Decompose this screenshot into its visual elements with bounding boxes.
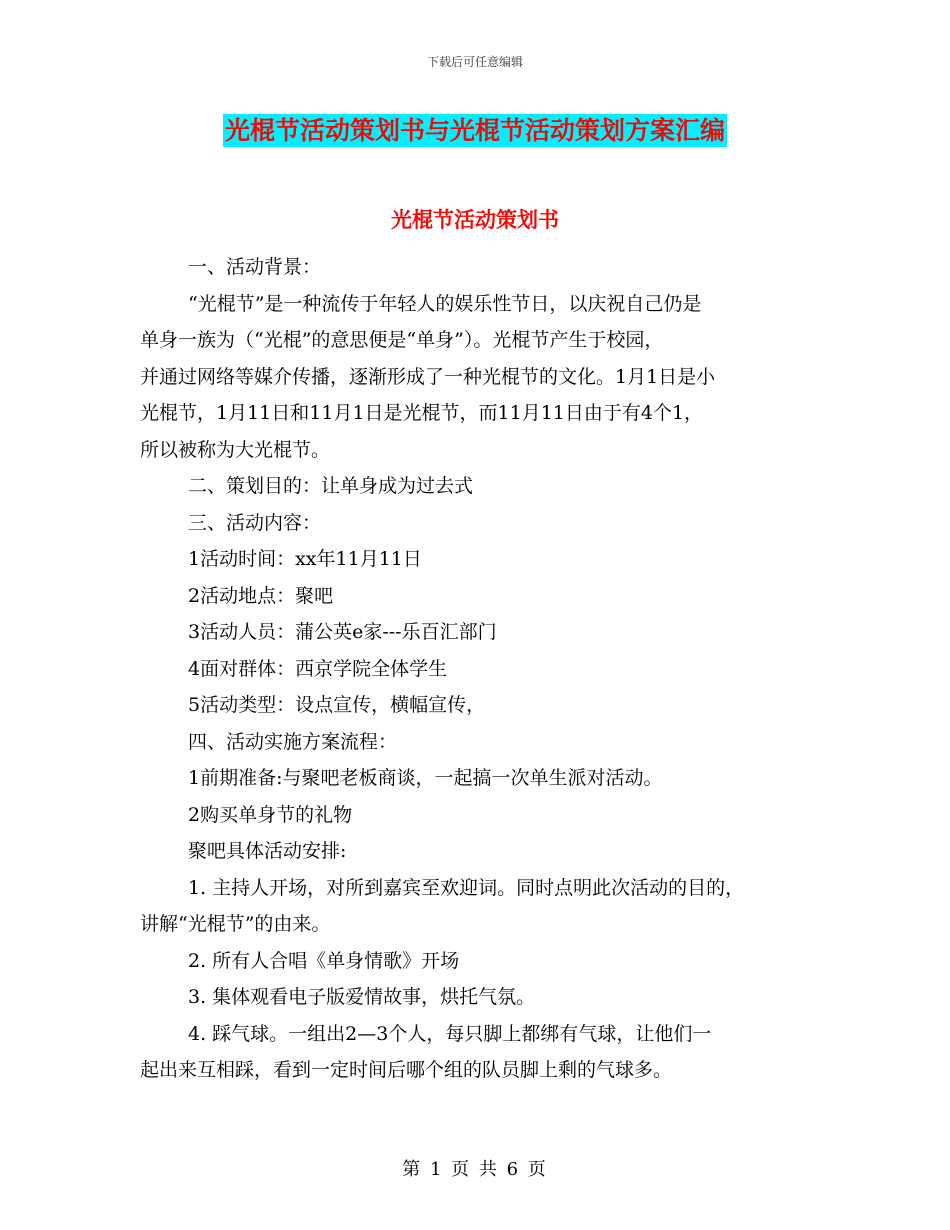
page-footer: 第 1 页 共 6 页 <box>402 1159 548 1180</box>
header-note: 下载后可任意编辑 <box>426 55 523 69</box>
body-line: 4. 踩气球。一组出2—3个人，每只脚上都绑有气球，让他们一 <box>188 1022 712 1045</box>
body-line: 四、活动实施方案流程： <box>188 730 398 753</box>
section-title: 光棍节活动策划书 <box>391 207 559 232</box>
body-line: 起出来互相踩，看到一定时间后哪个组的队员脚上剩的气球多。 <box>140 1059 673 1081</box>
body-line: “光棍节”是一种流传于年轻人的娱乐性节日，以庆祝自己仍是 <box>188 292 702 315</box>
body-line: 光棍节，1月11日和11月1日是光棍节，而11月11日由于有4个1， <box>140 402 704 424</box>
body-line: 5活动类型：设点宣传，横幅宣传， <box>188 694 486 716</box>
body-line: 2购买单身节的礼物 <box>188 803 353 826</box>
document-title <box>0 111 950 147</box>
body-line: 三、活动内容： <box>188 511 322 534</box>
body-line: 3. 集体观看电子版爱情故事，烘托气氛。 <box>188 986 536 1008</box>
body-line: 1前期准备:与聚吧老板商谈，一起搞一次单生派对活动。 <box>188 767 663 789</box>
body-line: 2活动地点：聚吧 <box>188 584 334 607</box>
body-line: 1活动时间：xx年11月11日 <box>188 548 422 570</box>
body-line: 1. 主持人开场，对所到嘉宾至欢迎词。同时点明此次活动的目的， <box>188 876 745 899</box>
document-body <box>140 249 820 1089</box>
body-line: 所以被称为大光棍节。 <box>140 438 331 461</box>
body-line: 一、活动背景： <box>188 256 322 278</box>
body-line: 聚吧具体活动安排: <box>188 840 347 862</box>
body-line: 二、策划目的：让单身成为过去式 <box>188 475 474 497</box>
body-line: 讲解“光棍节”的由来。 <box>140 913 331 935</box>
document-title-text: 光棍节活动策划书与光棍节活动策划方案汇编 <box>224 116 725 145</box>
body-line: 单身一族为（“光棍”的意思便是“单身”）。光棍节产生于校园， <box>140 329 664 351</box>
body-line: 3活动人员：蒲公英e家---乐百汇部门 <box>188 621 497 643</box>
body-line: 4面对群体：西京学院全体学生 <box>188 657 448 680</box>
body-line: 2. 所有人合唱《单身情歌》开场 <box>188 949 460 972</box>
body-line: 并通过网络等媒介传播，逐渐形成了一种光棍节的文化。1月1日是小 <box>140 365 716 388</box>
